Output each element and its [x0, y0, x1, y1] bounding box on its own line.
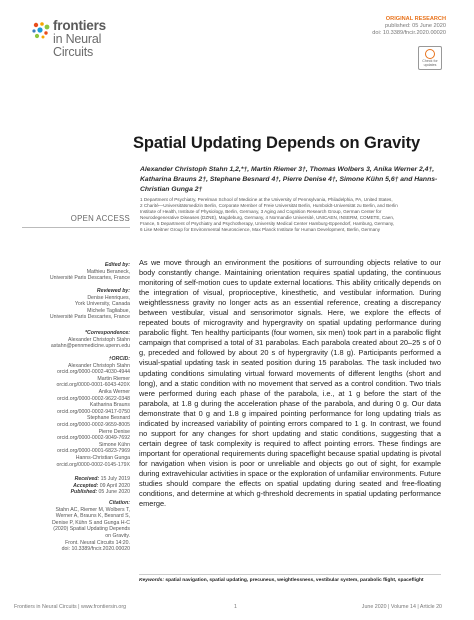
orcid-name: Martin Riemer: [97, 375, 130, 382]
editor-affil: Université Paris Descartes, France: [49, 275, 130, 282]
editor-name: Mathieu Beraneck,: [86, 268, 130, 275]
orcid-link[interactable]: orcid.org/0000-0002-9049-7692: [57, 435, 130, 442]
accepted-label: Accepted:: [73, 482, 99, 489]
reviewer-line: York University, Canada: [74, 301, 130, 308]
footer-volume: June 2020 | Volume 14 | Article 20: [361, 604, 442, 610]
article-meta: [372, 16, 446, 37]
page-number: 1: [234, 604, 237, 610]
orcid-name: Katharina Brauns: [89, 402, 130, 409]
affiliation-line: 6 Lise Meitner Group for Environmental Neuroscience, Max Planck Institute for Human Development, Berlin, Germany: [140, 227, 381, 233]
dates: [14, 476, 130, 496]
reviewed-by-heading: Reviewed by:: [96, 288, 130, 294]
article-title: Spatial Updating Depends on Gravity: [133, 134, 421, 152]
orcid-link[interactable]: orcid.org/0000-0002-9417-0750: [57, 408, 130, 415]
reviewed-by: [14, 288, 130, 321]
orcid-link[interactable]: orcid.org/0000-0002-9622-0348: [57, 395, 130, 402]
keywords: [139, 578, 441, 585]
orcid-name: Stephane Besnard: [87, 415, 130, 422]
received-date: 15 July 2019: [100, 476, 130, 482]
abstract-text: As we move through an environment the positions of surrounding objects relative to our body constantly change. Maintaining orientation requires spatial updating, the continuous monitoring of self-motion cues to update external locations. This ability critically depends on the integration of visual, proprioceptive, kinesthetic, and vestibular information. During weightlessness gravity no longer acts as an essential reference, creating a discrepancy between vestibular, visual and sensorimotor signals. Here, we explore the effects of repeated bouts of microgravity and hypergravity on spatial updating performance during parabolic flight. Ten healthy participants (four women, six men) took part in a parabolic flight campaign that comprised a total of 31 parabolas. Each parabola created about 20–25 s of 0 g, preceded and followed by about 20 s of hypergravity (1.8 g). Participants performed a visual-spatial updating task in seated position during 15 parabolas. The task included two updating conditions simulating virtual forward movements of different lengths (short and long), and a static condition with no movement that served as a control condition. Two trials were performed during each phase of the parabola, i.e., at 1 g before the start of the parabola, at 1.8 g during the acceleration phase of the parabola, and during 0 g. Our data demonstrate that 0 g and 1.8 g impaired pointing performance for long updating trials as indicated by increased variability of pointing errors compared to 1 g. In contrast, we found no support for any changes for short updating and static conditions, suggesting that a certain degree of task complexity is required to affect pointing errors. These findings are important for operational requirements during spaceflight because spatial updating is pivotal for navigation when vision is poor or unreliable and objects go out of sight, for example during extravehicular activities in space or the exploration of unfamiliar environments. Future studies should compare the effects on spatial updating during seated and free-floating conditions, and determine at which g-threshold decrements in spatial updating performance emerge.: [139, 258, 441, 509]
affiliation-line: 2 Charité—Universitätsmedizin Berlin, Corporate Member of Freie Universität Berlin, Humboldt-Universität zu Berlin, and Berlin: [140, 203, 398, 209]
corr-name: Alexander Christoph Stahn: [68, 336, 130, 343]
citation-line: on Gravity.: [105, 532, 130, 539]
orcid-name: Hanns-Christian Gunga: [75, 454, 130, 461]
citation-doi[interactable]: doi: 10.3389/fncir.2020.00020: [61, 546, 130, 553]
orcid-link[interactable]: orcid.org/0000-0002-4030-4944: [57, 369, 130, 376]
update-icon: [425, 49, 435, 59]
citation-line: Denise P, Kühn S and Gunga H-C: [51, 519, 130, 526]
orcid-heading: †ORCID:: [108, 356, 130, 362]
article-doi[interactable]: doi: 10.3389/fncir.2020.00020: [372, 30, 446, 36]
affiliation-line: 1 Department of Psychiatry, Perelman School of Medicine at the University of Pennsylvania, Philadelphia, PA, United States,: [140, 197, 393, 202]
reviewer-line: Université Paris Descartes, France: [49, 314, 130, 321]
orcid-link[interactable]: orcid.org/0000-0001-6823-7969: [57, 448, 130, 455]
citation-line: Werner A, Brauns K, Besnard S,: [55, 513, 130, 520]
journal-subtitle: in Neural Circuits: [53, 32, 102, 59]
footer-journal[interactable]: Frontiers in Neural Circuits | www.frontiersin.org: [14, 604, 127, 610]
correspondence: [14, 330, 130, 350]
citation-line: Stahn AC, Riemer M, Wolbers T,: [55, 506, 130, 513]
published-label: Published:: [70, 489, 98, 496]
frontiers-logo-icon: [30, 20, 52, 42]
orcid-list: [14, 356, 130, 468]
corr-email[interactable]: astahn@pennmedicine.upenn.edu: [50, 343, 130, 350]
citation-line: (2020) Spatial Updating Depends: [53, 526, 130, 533]
keywords-label: Keywords:: [139, 578, 165, 583]
affiliation-line: France, 5 Department of Psychiatry and Psychotherapy, University Medical Center Hamburg-Eppendorf, Hamburg, Germany,: [140, 221, 395, 227]
accepted-date: 09 April 2020: [99, 482, 130, 489]
edited-by: [14, 262, 130, 282]
open-access-label: OPEN ACCESS: [70, 214, 130, 223]
published-date: published: 05 June 2020: [385, 23, 446, 29]
journal-name: frontiers: [53, 18, 106, 33]
orcid-link[interactable]: orcid.org/0000-0002-9659-8005: [57, 421, 130, 428]
orcid-name: Anika Werner: [98, 388, 130, 395]
correspondence-heading: *Correspondence:: [85, 330, 130, 336]
edited-by-heading: Edited by:: [104, 262, 130, 268]
article-type: ORIGINAL RESEARCH: [385, 16, 446, 22]
citation: [14, 500, 130, 553]
keywords-divider: [139, 574, 441, 575]
affiliations: [140, 197, 440, 234]
received-label: Received:: [74, 476, 100, 482]
sidebar-divider: [22, 227, 130, 228]
keywords-list: spatial navigation, spatial updating, precuneus, weightlessness, vestibular system, parabolic flight, spaceflight: [165, 578, 424, 583]
authors-line: Katharina Brauns 2†, Stephane Besnard 4†, Pierre Denise 4†, Simone Kühn 5,6† and Hanns-Christian Gunga 2†: [140, 176, 438, 193]
author-list: [140, 165, 440, 195]
citation-heading: Citation:: [108, 500, 130, 506]
citation-line: Front. Neural Circuits 14:20.: [65, 539, 130, 546]
affiliation-line: Neurodegenerative Diseases (DZNE), Magdeburg, Germany, 4 Normandie Université, UNICAEN, INSERM, COMETE, Caen,: [140, 215, 395, 221]
check-for-updates-button[interactable]: [418, 46, 442, 70]
orcid-name: Alexander Christoph Stahn: [68, 362, 130, 369]
affiliation-line: Institute of Health, Institute of Physiology, Berlin, Germany, 3 Aging and Cognition Research Group, German Center for: [140, 209, 382, 215]
orcid-link[interactable]: orcid.org/0000-0002-0145-179X: [56, 461, 130, 468]
orcid-name: Pierre Denise: [98, 428, 130, 435]
orcid-link[interactable]: orcid.org/0000-0001-6043-420X: [56, 382, 130, 389]
orcid-name: Simone Kühn: [98, 441, 130, 448]
journal-logo[interactable]: [30, 17, 138, 59]
authors-line: Alexander Christoph Stahn 1,2,*†, Martin Riemer 3†, Thomas Wolbers 3, Anika Werner 2,4†,: [140, 166, 435, 173]
reviewer-line: Michele Tagliabue,: [87, 307, 130, 314]
published-date-side: 05 June 2020: [98, 489, 130, 496]
check-updates-label: Check for updates: [422, 59, 438, 68]
reviewer-line: Denise Henriques,: [87, 294, 130, 301]
